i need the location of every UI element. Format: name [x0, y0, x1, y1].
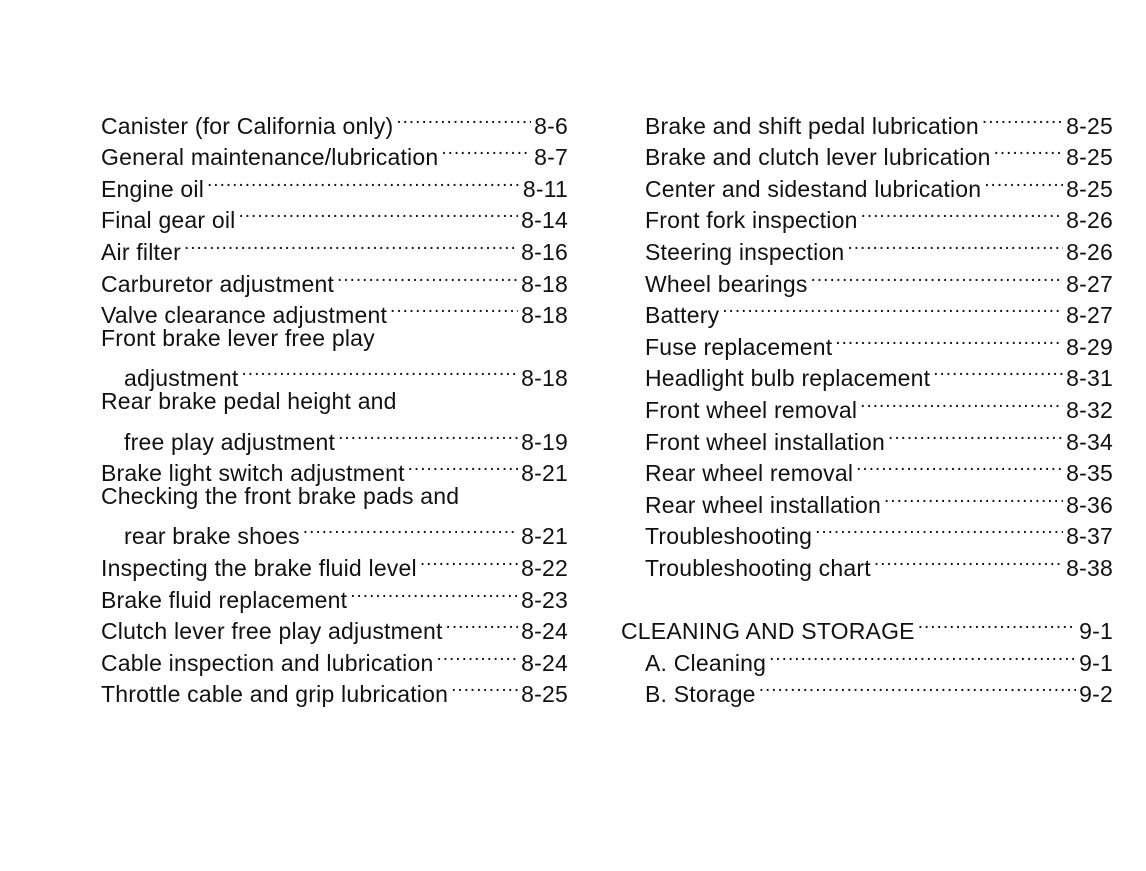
toc-entry-title: Fuse replacement: [645, 333, 833, 360]
toc-entry-title: Brake light switch adjustment: [101, 460, 405, 487]
toc-dot-leader: [337, 260, 518, 292]
toc-entry-title: Wheel bearings: [645, 270, 808, 297]
toc-entry-page: 8-19: [521, 428, 568, 455]
toc-entry-title: Front fork inspection: [645, 207, 858, 234]
toc-entry-title: B. Storage: [645, 681, 756, 708]
toc-entry-page: 8-6: [534, 112, 568, 139]
toc-dot-leader: [396, 102, 531, 134]
toc-entry-page: 8-35: [1066, 460, 1113, 487]
toc-dot-leader: [441, 134, 531, 166]
toc-dot-leader: [242, 355, 519, 387]
toc-entry-page: 8-18: [521, 365, 568, 392]
toc-dot-leader: [451, 671, 518, 703]
toc-section-heading: [621, 608, 1113, 645]
toc-dot-leader: [446, 608, 519, 640]
toc-dot-leader: [984, 165, 1063, 197]
toc-entry-page: 8-27: [1066, 270, 1113, 297]
toc-dot-leader: [982, 102, 1063, 134]
toc-entry-title: Troubleshooting chart: [645, 554, 871, 581]
toc-entry-title: Troubleshooting: [645, 523, 813, 550]
toc-dot-leader: [350, 576, 518, 608]
toc-entry-title: Air filter: [101, 238, 181, 265]
toc-entry-page: 8-24: [521, 649, 568, 676]
toc-dot-leader: [860, 386, 1063, 418]
toc-dot-leader: [874, 544, 1063, 576]
toc-entry-page: 8-25: [1066, 175, 1113, 202]
toc-entry-page: 8-21: [521, 460, 568, 487]
toc-entry: [101, 102, 568, 139]
toc-entry-title: Inspecting the brake fluid level: [101, 554, 417, 581]
toc-entry-page: 8-24: [521, 618, 568, 645]
toc-entry: [621, 102, 1113, 139]
toc-dot-leader: [815, 513, 1063, 545]
toc-entry-title: Carburetor adjustment: [101, 270, 335, 297]
toc-entry-title: Brake fluid replacement: [101, 586, 348, 613]
toc-entry-title: Final gear oil: [101, 207, 236, 234]
toc-dot-leader: [769, 639, 1076, 671]
toc-entry-page: 8-21: [521, 523, 568, 550]
toc-entry-title: A. Cleaning: [645, 649, 767, 676]
toc-entry-title: Front wheel installation: [645, 428, 886, 455]
toc-entry-page: 8-23: [521, 586, 568, 613]
toc-entry: [101, 355, 568, 392]
toc-dot-leader: [184, 228, 518, 260]
toc-entry-page: 8-32: [1066, 396, 1113, 423]
toc-entry-page: 9-1: [1079, 649, 1113, 676]
toc-dot-leader: [436, 639, 518, 671]
toc-entry-title: Center and sidestand lubrication: [645, 175, 982, 202]
toc-dot-leader: [338, 418, 518, 450]
toc-dot-leader: [408, 450, 519, 482]
toc-dot-leader: [856, 450, 1063, 482]
toc-entry-page: 8-18: [521, 270, 568, 297]
toc-entry-page: 8-7: [534, 144, 568, 171]
toc-entry-page: 8-25: [1066, 144, 1113, 171]
toc-dot-leader: [918, 608, 1076, 640]
toc-dot-leader: [888, 418, 1063, 450]
toc-entry-title: Brake and shift pedal lubrication: [645, 112, 979, 139]
toc-entry-page: 8-18: [521, 302, 568, 329]
toc-entry-title: free play adjustment: [124, 428, 336, 455]
toc-entry-title: Cable inspection and lubrication: [101, 649, 434, 676]
toc-entry-title: Brake and clutch lever lubrication: [645, 144, 991, 171]
toc-dot-leader: [390, 292, 518, 324]
toc-entry-page: 8-31: [1066, 365, 1113, 392]
toc-dot-leader: [207, 165, 520, 197]
toc-dot-leader: [722, 292, 1063, 324]
toc-right-column: [621, 102, 1113, 708]
toc-entry-page: 8-29: [1066, 333, 1113, 360]
toc-dot-leader: [847, 228, 1063, 260]
toc-entry-title-line1: Front brake lever free play: [101, 325, 375, 352]
toc-dot-leader: [933, 355, 1063, 387]
toc-entry-title: Clutch lever free play adjustment: [101, 618, 443, 645]
toc-entry-page: 8-38: [1066, 554, 1113, 581]
toc-entry-title: Valve clearance adjustment: [101, 302, 388, 329]
toc-entry-page: 8-16: [521, 238, 568, 265]
toc-entry-title: Rear wheel removal: [645, 460, 854, 487]
toc-entry-title: Rear wheel installation: [645, 491, 882, 518]
toc-entry-page: 8-11: [522, 175, 568, 202]
toc-entry-page: 8-36: [1066, 491, 1113, 518]
toc-entry-title: General maintenance/lubrication: [101, 144, 439, 171]
toc-entry-page: 8-34: [1066, 428, 1113, 455]
toc-dot-leader: [420, 544, 518, 576]
toc-entry-page: 8-27: [1066, 302, 1113, 329]
toc-entry-page: 8-26: [1066, 238, 1113, 265]
toc-entry-title: Headlight bulb replacement: [645, 365, 931, 392]
toc-entry-title: Canister (for California only): [101, 112, 394, 139]
toc-section-page: 9-1: [1079, 618, 1113, 645]
toc-dot-leader: [811, 260, 1064, 292]
toc-dot-leader: [994, 134, 1064, 166]
toc-dot-leader: [861, 197, 1064, 229]
toc-entry-title: Throttle cable and grip lubrication: [101, 681, 449, 708]
toc-section-title: CLEANING AND STORAGE: [621, 618, 915, 645]
toc-entry-page: 8-22: [521, 554, 568, 581]
toc-entry-title: rear brake shoes: [124, 523, 300, 550]
toc-entry-title: adjustment: [124, 365, 239, 392]
toc-entry-page: 8-26: [1066, 207, 1113, 234]
toc-entry-title-line1: Rear brake pedal height and: [101, 388, 397, 415]
toc-entry-title: Front wheel removal: [645, 396, 858, 423]
toc-entry-title: Steering inspection: [645, 238, 845, 265]
toc-entry-title: Battery: [645, 302, 720, 329]
toc-dot-leader: [303, 513, 518, 545]
toc-entry-page: 8-37: [1066, 523, 1113, 550]
toc-dot-leader: [884, 481, 1063, 513]
toc-entry-page: 8-14: [521, 207, 568, 234]
toc-entry: [101, 418, 568, 455]
toc-dot-leader: [759, 671, 1076, 703]
toc-entry-title: Engine oil: [101, 175, 205, 202]
toc-entry: [101, 513, 568, 550]
toc-entry-page: 8-25: [521, 681, 568, 708]
toc-dot-leader: [835, 323, 1063, 355]
toc-left-column: [101, 102, 568, 708]
toc-entry-title-line1: Checking the front brake pads and: [101, 483, 460, 510]
toc-entry-page: 8-25: [1066, 112, 1113, 139]
toc-dot-leader: [238, 197, 518, 229]
toc-entry-page: 9-2: [1079, 681, 1113, 708]
